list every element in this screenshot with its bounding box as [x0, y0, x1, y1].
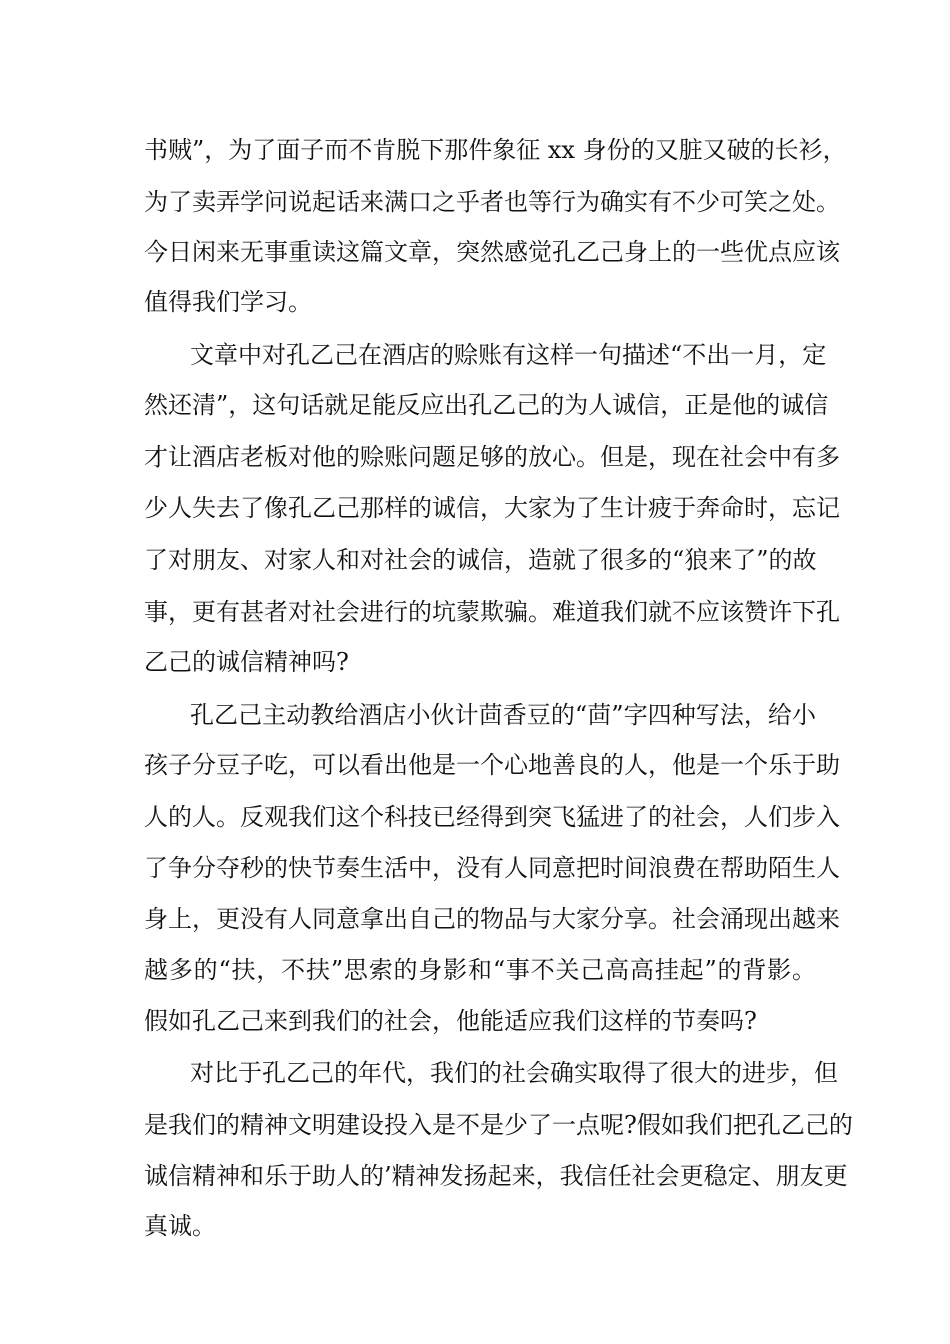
- text-line: 书贼”，为了面子而不肯脱下那件象征 xx 身份的又脏又破的长衫，: [144, 136, 847, 164]
- text-line: 人的人。反观我们这个科技已经得到突飞猛进了的社会，人们步入: [144, 803, 840, 831]
- text-line: 对比于孔乙己的年代，我们的社会确实取得了很大的进步，但: [190, 1059, 838, 1087]
- text-line: 是我们的精神文明建设投入是不是少了一点呢?假如我们把孔乙己的: [144, 1111, 853, 1139]
- text-line: 然还清”，这句话就足能反应出孔乙己的为人诚信，正是他的诚信: [144, 391, 829, 419]
- text-line: 才让酒店老板对他的赊账问题足够的放心。但是，现在社会中有多: [144, 443, 840, 471]
- text-line: 事，更有甚者对社会进行的坑蒙欺骗。难道我们就不应该赞许下孔: [144, 598, 840, 626]
- text-line: 今日闲来无事重读这篇文章，突然感觉孔乙己身上的一些优点应该: [144, 238, 840, 266]
- text-line: 诚信精神和乐于助人的’精神发扬起来，我信任社会更稳定、朋友更: [144, 1162, 848, 1190]
- text-line: 越多的“扶，不扶”思索的身影和“事不关己高高挂起”的背影。: [144, 956, 816, 984]
- text-line: 了对朋友、对家人和对社会的诚信，造就了很多的“狼来了”的故: [144, 546, 817, 574]
- text-line: 真诚。: [144, 1212, 216, 1240]
- text-line: 为了卖弄学问说起话来满口之乎者也等行为确实有不少可笑之处。: [144, 188, 840, 216]
- text-line: 孔乙己主动教给酒店小伙计茴香豆的“茴”字四种写法，给小: [190, 701, 816, 729]
- text-line: 假如孔乙己来到我们的社会，他能适应我们这样的节奏吗?: [144, 1007, 757, 1035]
- text-line: 了争分夺秒的快节奏生活中，没有人同意把时间浪费在帮助陌生人: [144, 854, 840, 882]
- text-line: 少人失去了像孔乙己那样的诚信，大家为了生计疲于奔命时，忘记: [144, 494, 840, 522]
- text-line: 值得我们学习。: [144, 288, 312, 316]
- text-line: 身上，更没有人同意拿出自己的物品与大家分享。社会涌现出越来: [144, 905, 840, 933]
- text-line: 乙己的诚信精神吗?: [144, 648, 349, 676]
- text-line: 孩子分豆子吃，可以看出他是一个心地善良的人，他是一个乐于助: [144, 751, 840, 779]
- text-line: 文章中对孔乙己在酒店的赊账有这样一句描述“不出一月，定: [190, 341, 827, 369]
